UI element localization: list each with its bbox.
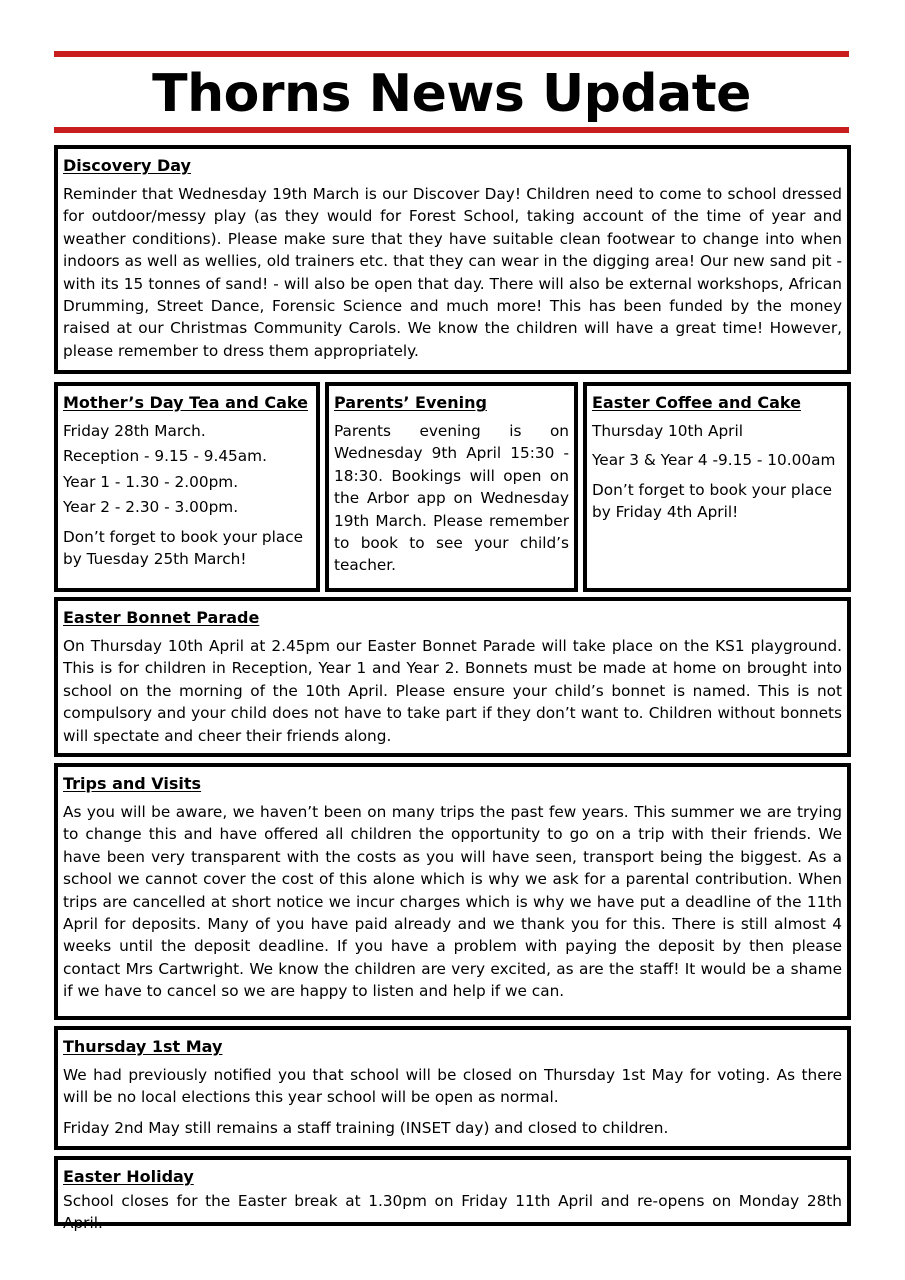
easter-holiday-section xyxy=(54,1156,851,1233)
mothers-day-heading: Mother’s Day Tea and Cake xyxy=(63,393,308,412)
easter-bonnet-body: On Thursday 10th April at 2.45pm our Easter Bonnet Parade will take place on the KS1 playground. This is for children in Reception, Year 1 and Year 2. Bonnets must be made at home on brought into school on the morning of the 10th April. Please ensure your child’s bonnet is named. This is not compulsory and your child does not have to take part if they don’t want to. Children without bonnets will spectate and cheer their friends along. xyxy=(63,637,842,745)
may-day-section xyxy=(54,1026,851,1150)
trips-visits-heading: Trips and Visits xyxy=(63,774,202,793)
parents-evening-section xyxy=(325,382,578,592)
parents-evening-body: Parents evening is on Wednesday 9th April 15:30 - 18:30. Bookings will open on the Arbor app on Wednesday 19th March. Please remember to book to see your child’s teacher. xyxy=(334,422,569,575)
trips-visits-body: As you will be aware, we haven’t been on many trips the past few years. This summer we are trying to change this and have offered all children the opportunity to go on a trip with their friends. We have been very transparent with the costs as you will have seen, transport being the biggest. As a school we cannot cover the cost of this alone which is why we ask for a parental contribution. When trips are cancelled at short notice we incur charges which is why we have put a deadline of the 11th April for deposits. Many of you have paid already and we thank you for this. There is still almost 4 weeks until the deposit deadline. If you have a problem with paying the deposit by then please contact Mrs Cartwright. We know the children are very excited, as are the staff! It would be a shame if we have to cancel so we are happy to listen and help if we can. xyxy=(63,803,842,1001)
easter-holiday-body: School closes for the Easter break at 1.30pm on Friday 11th April and re-opens on Monday 28th April. xyxy=(63,1192,842,1233)
mothers-day-year1-time: Year 1 - 1.30 - 2.00pm. xyxy=(63,472,239,491)
easter-coffee-note: Don’t forget to book your place by Friday 4th April! xyxy=(592,480,833,522)
discovery-day-heading: Discovery Day xyxy=(63,156,191,175)
mothers-day-date: Friday 28th March. xyxy=(63,422,206,440)
mothers-day-reception-time: Reception - 9.15 - 9.45am. xyxy=(63,447,267,466)
may-day-heading: Thursday 1st May xyxy=(63,1037,223,1056)
header-bottom-rule xyxy=(54,127,849,133)
easter-coffee-date: Thursday 10th April xyxy=(592,422,743,440)
easter-coffee-time: Year 3 & Year 4 -9.15 - 10.00am xyxy=(592,451,836,470)
easter-bonnet-section xyxy=(54,597,851,757)
discovery-day-body: Reminder that Wednesday 19th March is our Discover Day! Children need to come to school dressed for outdoor/messy play (as they would for Forest School, taking account of the time of year and weather conditions). Please make sure that they have suitable clean footwear to change into when indoors as well as wellies, old trainers etc. that they can wear in the digging area! Our new sand pit - with its 15 tonnes of sand! - will also be open that day. There will also be external workshops, African Drumming, Street Dance, Forensic Science and much more! This has been funded by the money raised at our Christmas Community Carols. We know the children will have a great time! However, please remember to dress them appropriately. xyxy=(63,185,842,360)
easter-bonnet-heading: Easter Bonnet Parade xyxy=(63,608,260,627)
may-day-inset-note: Friday 2nd May still remains a staff training (INSET day) and closed to children. xyxy=(63,1118,669,1137)
mothers-day-note: Don’t forget to book your place by Tuesday 25th March! xyxy=(63,527,304,569)
easter-holiday-heading: Easter Holiday xyxy=(63,1167,194,1186)
trips-visits-section xyxy=(54,763,851,1020)
may-day-body: We had previously notified you that school will be closed on Thursday 1st May for voting. As there will be no local elections this year school will be open as normal. xyxy=(63,1066,842,1107)
parents-evening-heading: Parents’ Evening xyxy=(334,393,487,412)
easter-coffee-section xyxy=(583,382,851,592)
mothers-day-year2-time: Year 2 - 2.30 - 3.00pm. xyxy=(63,498,239,517)
discovery-day-section xyxy=(54,145,851,374)
easter-coffee-heading: Easter Coffee and Cake xyxy=(592,393,801,412)
header-top-rule xyxy=(54,51,849,57)
page-title: Thorns News Update xyxy=(152,64,751,124)
mothers-day-section xyxy=(54,382,320,592)
